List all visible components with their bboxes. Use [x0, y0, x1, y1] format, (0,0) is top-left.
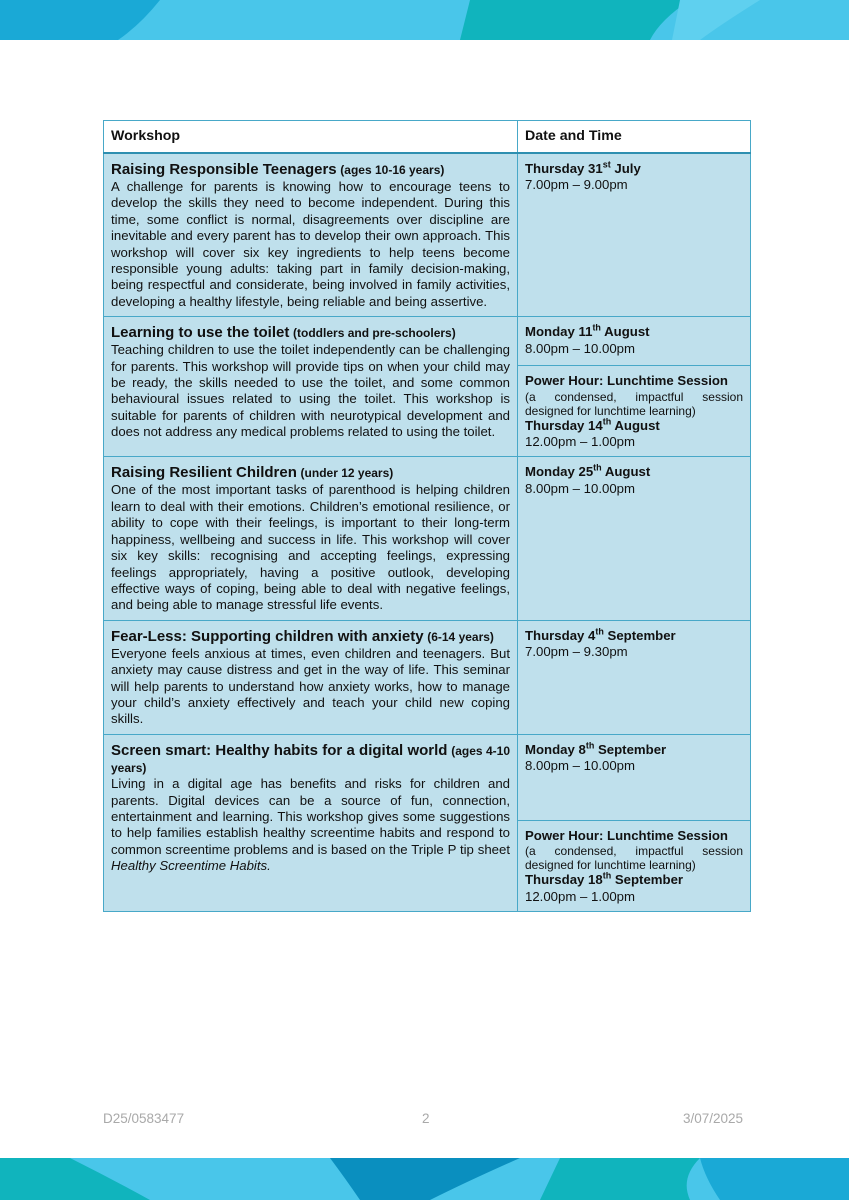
workshop-ages: (ages 4-10 years): [111, 743, 510, 775]
table-header-row: [104, 121, 751, 154]
table-row: [104, 457, 751, 620]
session-date: Thursday 31st July: [525, 159, 641, 176]
table-row: [104, 620, 751, 734]
workshop-ages: (ages 10-16 years): [340, 163, 445, 177]
session-date: Thursday 4th September: [525, 626, 676, 643]
workshop-ages: (under 12 years): [300, 466, 394, 481]
workshop-title: Fear-Less: Supporting children with anxiety: [111, 627, 424, 645]
workshop-title: Raising Resilient Children: [111, 464, 297, 482]
session-time: 8.00pm – 10.00pm: [525, 480, 635, 496]
session-date: Monday 25th August: [525, 463, 651, 480]
session-cell: [518, 153, 751, 317]
session-time: 12.00pm – 1.00pm: [525, 434, 635, 450]
session-time: 8.00pm – 10.00pm: [525, 758, 635, 774]
power-hour-note: (a condensed, impactful session designed for lunchtime learning): [525, 389, 743, 418]
workshop-cell: [104, 734, 518, 911]
workshop-description: A challenge for parents is knowing how to encourage teens to develop the skills they need to become independent. During this time, some conflict is normal, disagreements over discipline are inevitable and every parent has to develop their own approach. This workshop will cover six key ingredients to help teens become responsible young adults: taking part in family decision-making, being respectful and considerate, being involved in family activities, developing a healthy lifestyle, being reliable and being assertive.: [111, 179, 510, 309]
workshop-cell: [104, 317, 518, 457]
workshop-ages: (toddlers and pre-schoolers): [293, 326, 456, 341]
footer-decoration-band: [0, 1158, 849, 1200]
session-cell: [518, 457, 751, 620]
session-time: 7.00pm – 9.00pm: [525, 177, 628, 193]
power-hour-note: (a condensed, impactful session designed for lunchtime learning): [525, 844, 743, 873]
document-date: 3/07/2025: [683, 1111, 744, 1126]
workshop-cell: [104, 153, 518, 317]
session-date: Thursday 18th September: [525, 870, 684, 888]
session-cell: [518, 317, 751, 366]
session-time: 7.00pm – 9.30pm: [525, 644, 628, 660]
session-time: 12.00pm – 1.00pm: [525, 888, 635, 904]
session-cell: [518, 620, 751, 734]
session-cell: [518, 366, 751, 457]
workshop-ages: (6-14 years): [427, 629, 494, 644]
session-date: Monday 8th September: [525, 740, 667, 757]
workshop-cell: [104, 457, 518, 620]
table-row: [104, 317, 751, 366]
workshop-title: Learning to use the toilet: [111, 324, 290, 342]
power-hour-label: Power Hour: Lunchtime Session: [525, 827, 728, 843]
workshop-title: Screen smart: Healthy habits for a digital world: [111, 741, 448, 759]
header-decoration-band: [0, 0, 849, 40]
workshop-cell: [104, 620, 518, 734]
workshop-description: Everyone feels anxious at times, even children and teenagers. But anxiety may cause distress and get in the way of life. This seminar will help parents to understand how anxiety works, how to manage your child’s anxiety effectively and teach your child new coping skills.: [111, 645, 510, 727]
workshop-schedule-table: [103, 120, 751, 912]
document-reference: D25/0583477: [103, 1111, 185, 1126]
header-workshop: Workshop: [104, 121, 518, 154]
workshop-description-emphasis: Healthy Screentime Habits.: [111, 858, 271, 874]
session-date: Thursday 14th August: [525, 416, 660, 433]
table-row: [104, 153, 751, 317]
table-row: [104, 734, 751, 820]
session-date: Monday 11th August: [525, 322, 650, 340]
workshop-description: Living in a digital age has benefits and risks for children and parents. Digital devices can be a source of fun, connection, entertainment and learning. This workshop gives some suggestions to help families establish healthy screentime habits and respond to common screentime problems and is based on the Triple P tip sheet: [111, 776, 510, 857]
workshop-title: Raising Responsible Teenagers: [111, 161, 337, 178]
session-cell: [518, 820, 751, 911]
header-date-time: Date and Time: [518, 121, 751, 154]
power-hour-label: Power Hour: Lunchtime Session: [525, 373, 728, 389]
workshop-description: Teaching children to use the toilet independently can be challenging for parents. This workshop will provide tips on when your child may be ready, the skills needed to use the toilet, and some common behavioural issues related to using the toilet. This workshop is suitable for parents of children with neurotypical development and does not address any medical problems related to using the toilet.: [111, 342, 510, 440]
page-number: 2: [422, 1111, 430, 1126]
workshop-description: One of the most important tasks of parenthood is helping children learn to deal with their emotions. Children’s emotional resilience, or ability to cope with their feelings, is important to their long-term happiness, wellbeing and success in life. This workshop will cover six key skills: recognising and accepting feelings, expressing feelings appropriately, having a positive outlook, developing effective ways of coping, being able to deal with negative feelings, and being able to manage stressful life events.: [111, 482, 510, 613]
session-cell: [518, 734, 751, 820]
session-time: 8.00pm – 10.00pm: [525, 340, 635, 356]
